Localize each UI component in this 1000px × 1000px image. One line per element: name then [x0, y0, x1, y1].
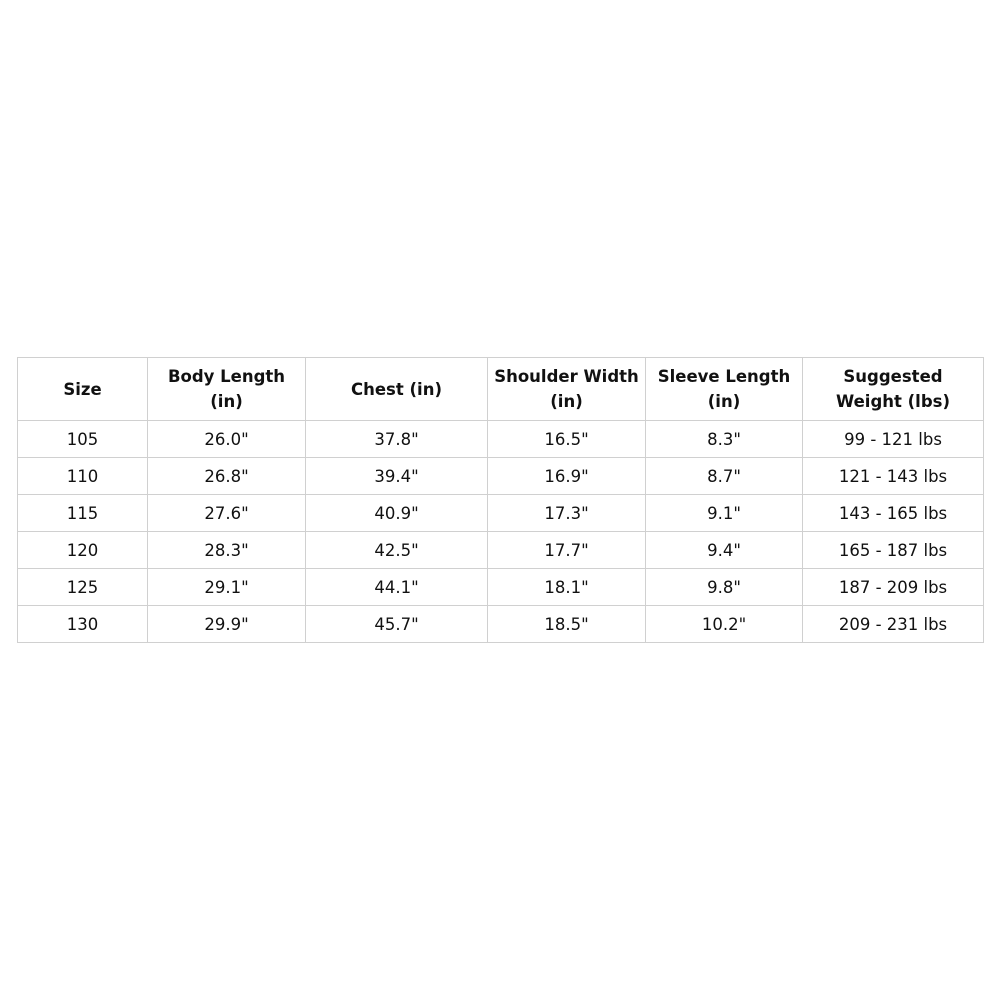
cell-sleeve-length: 9.4" — [646, 532, 803, 569]
cell-chest: 45.7" — [306, 606, 488, 643]
table-row — [18, 569, 984, 606]
table-row — [18, 421, 984, 458]
cell-suggested-weight: 209 - 231 lbs — [803, 606, 984, 643]
cell-chest: 37.8" — [306, 421, 488, 458]
cell-body-length: 26.0" — [148, 421, 306, 458]
header-suggested-weight: Suggested Weight (lbs) — [803, 358, 984, 421]
table-row — [18, 495, 984, 532]
cell-body-length: 28.3" — [148, 532, 306, 569]
cell-suggested-weight: 121 - 143 lbs — [803, 458, 984, 495]
header-shoulder-width: Shoulder Width (in) — [488, 358, 646, 421]
cell-body-length: 27.6" — [148, 495, 306, 532]
cell-chest: 44.1" — [306, 569, 488, 606]
cell-size: 115 — [18, 495, 148, 532]
header-size: Size — [18, 358, 148, 421]
cell-sleeve-length: 10.2" — [646, 606, 803, 643]
cell-body-length: 29.1" — [148, 569, 306, 606]
table-row — [18, 532, 984, 569]
cell-suggested-weight: 99 - 121 lbs — [803, 421, 984, 458]
cell-shoulder-width: 17.3" — [488, 495, 646, 532]
header-chest: Chest (in) — [306, 358, 488, 421]
cell-sleeve-length: 8.3" — [646, 421, 803, 458]
cell-size: 130 — [18, 606, 148, 643]
header-body-length: Body Length (in) — [148, 358, 306, 421]
cell-suggested-weight: 187 - 209 lbs — [803, 569, 984, 606]
cell-sleeve-length: 9.8" — [646, 569, 803, 606]
cell-sleeve-length: 9.1" — [646, 495, 803, 532]
cell-shoulder-width: 16.9" — [488, 458, 646, 495]
cell-shoulder-width: 16.5" — [488, 421, 646, 458]
table-row — [18, 458, 984, 495]
cell-suggested-weight: 165 - 187 lbs — [803, 532, 984, 569]
cell-chest: 39.4" — [306, 458, 488, 495]
cell-shoulder-width: 17.7" — [488, 532, 646, 569]
header-sleeve-length: Sleeve Length (in) — [646, 358, 803, 421]
cell-shoulder-width: 18.1" — [488, 569, 646, 606]
cell-size: 110 — [18, 458, 148, 495]
cell-suggested-weight: 143 - 165 lbs — [803, 495, 984, 532]
cell-size: 125 — [18, 569, 148, 606]
cell-body-length: 29.9" — [148, 606, 306, 643]
cell-body-length: 26.8" — [148, 458, 306, 495]
cell-sleeve-length: 8.7" — [646, 458, 803, 495]
cell-size: 120 — [18, 532, 148, 569]
table-header-row — [18, 358, 984, 421]
table-row — [18, 606, 984, 643]
cell-chest: 40.9" — [306, 495, 488, 532]
cell-chest: 42.5" — [306, 532, 488, 569]
cell-size: 105 — [18, 421, 148, 458]
cell-shoulder-width: 18.5" — [488, 606, 646, 643]
size-chart-table — [17, 357, 984, 643]
